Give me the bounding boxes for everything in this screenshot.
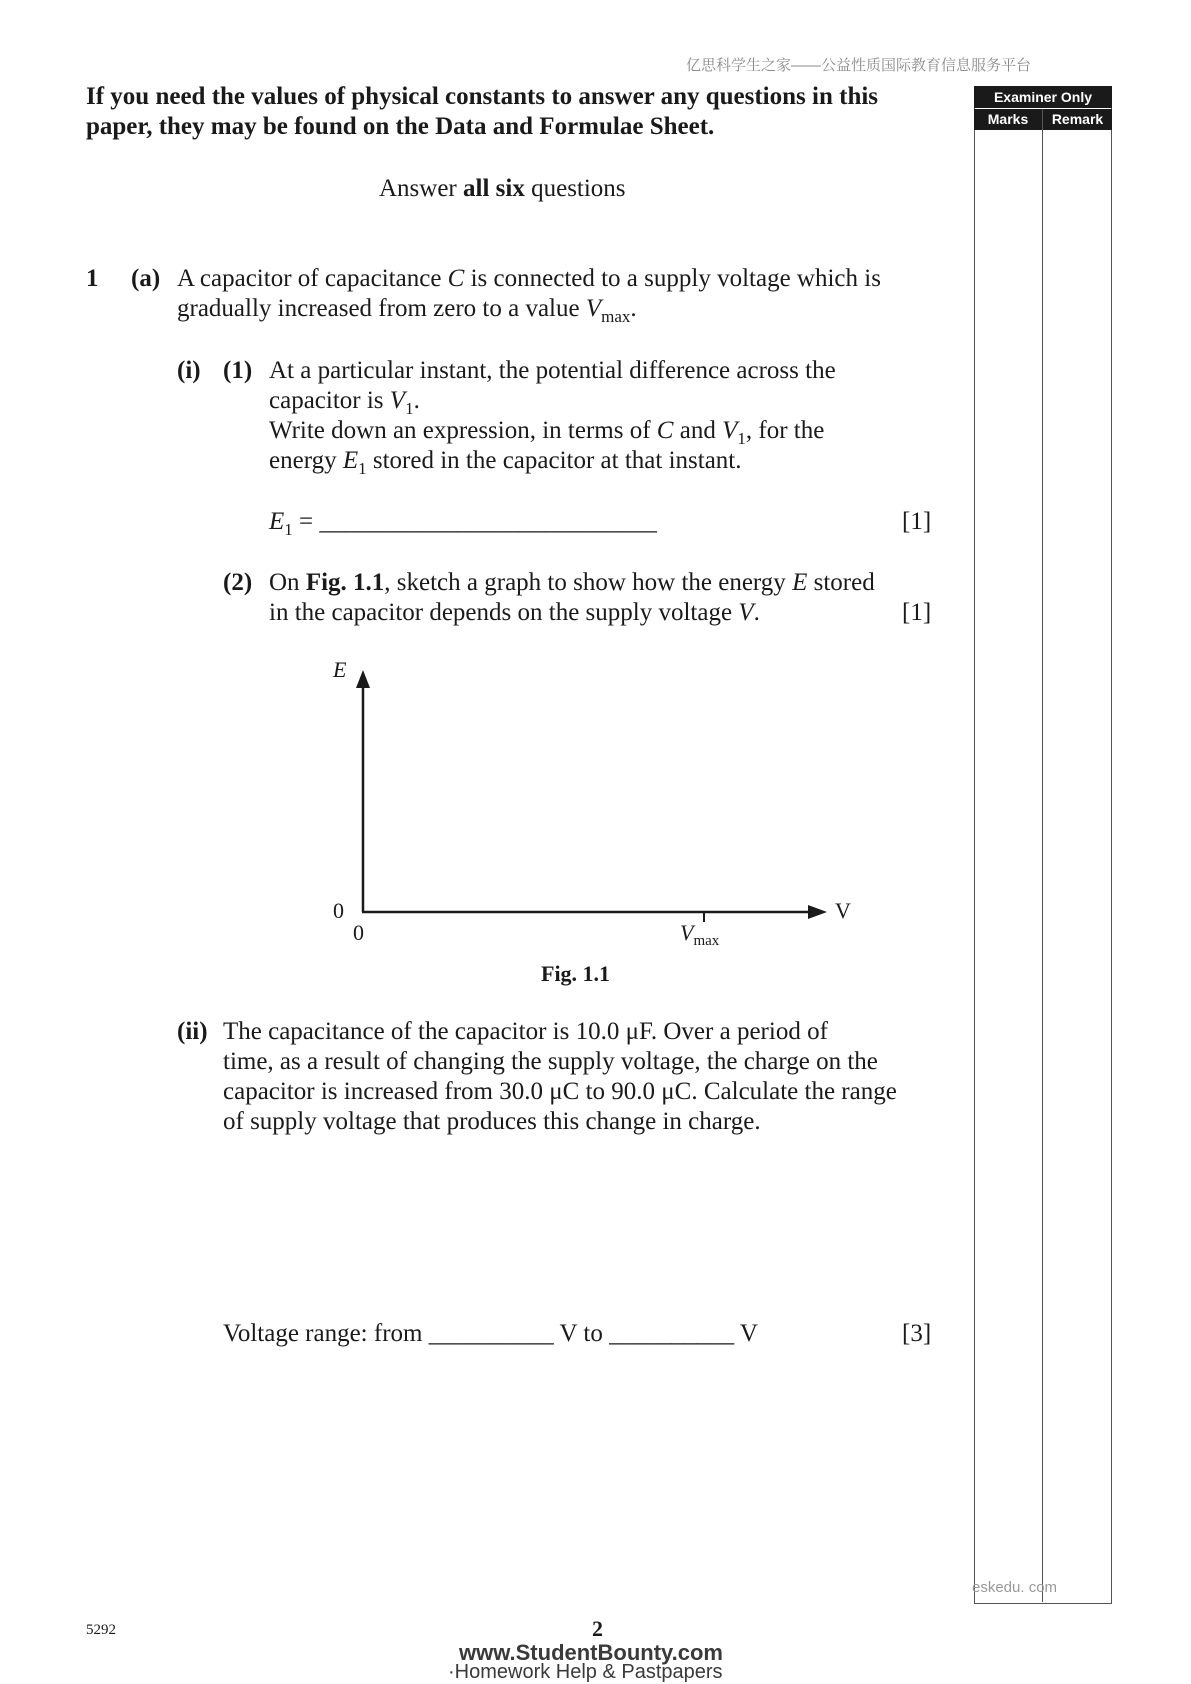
part-ii-line-4: of supply voltage that produces this change in charge. [223,1108,761,1135]
y-axis-arrow-icon [356,670,370,688]
mark-allocation-i2: [1] [902,599,932,626]
subpart-2-line-1: On Fig. 1.1, sketch a graph to show how the energy E stored [269,569,875,596]
part-ii-line-3: capacitor is increased from 30.0 μC to 90.0 μC. Calculate the range [223,1078,897,1105]
marks-header: Marks [974,109,1042,130]
subpart-1-line-3: Write down an expression, in terms of C and $V_1$, for the [269,417,825,448]
subpart-2-label: (2) [223,569,253,596]
examiner-column-divider [1042,109,1043,1602]
subpart-2-text [269,568,875,628]
y-axis-label: E [333,657,347,682]
top-watermark: 亿思科学生之家——公益性质国际教育信息服务平台 [686,57,1032,74]
part-a-label: (a) [131,265,161,292]
page-number: 2 [592,1616,603,1641]
side-watermark: eskedu. com [972,1579,1058,1596]
mark-allocation-i1: [1] [902,508,932,535]
part-ii-text [223,1017,897,1137]
intro-line-1: If you need the values of physical constants to answer any questions in this [86,83,879,110]
examiner-column [974,86,1112,1604]
subpart-1-line-2: capacitor is $V_1$. [269,387,420,418]
answer-bold: all six [463,175,525,202]
origin-y-label: 0 [333,898,344,923]
subpart-1-line-4: energy $E_1$ stored in the capacitor at that instant. [269,447,742,478]
e1-answer-line[interactable]: $E_1$ = ___________________________ [269,508,657,539]
fig-1-1-axes[interactable] [300,650,860,970]
examiner-only-header: Examiner Only [974,86,1112,108]
fig-caption: Fig. 1.1 [541,961,611,986]
x-axis-label: V [835,898,851,923]
part-a-text [177,264,881,324]
intro-line-2: paper, they may be found on the Data and Formulae Sheet. [86,113,715,140]
part-a-line-2: gradually increased from zero to a value $V_{max}$. [177,295,637,326]
remark-header: Remark [1043,109,1112,130]
subpart-1-line-1: At a particular instant, the potential difference across the [269,357,836,384]
vmax-label: $V_{max}$ [680,920,720,949]
part-ii-label: (ii) [177,1018,208,1045]
subpart-1-text [269,356,836,476]
subpart-2-line-2: in the capacitor depends on the supply voltage V. [269,599,760,626]
answer-pre: Answer [379,175,464,202]
intro-text [86,82,878,142]
voltage-range-answer-line[interactable]: Voltage range: from __________ V to __________ V [223,1320,758,1347]
footer-tagline: ·Homework Help & Pastpapers [448,1661,723,1683]
part-a-line-1: A capacitor of capacitance C is connected to a supply voltage which is [177,265,881,292]
paper-code: 5292 [86,1622,116,1638]
part-ii-line-2: time, as a result of changing the supply voltage, the charge on the [223,1048,878,1075]
answer-all-instruction [379,174,626,204]
origin-x-label: 0 [353,920,364,945]
part-i-label: (i) [177,357,201,384]
question-number: 1 [86,265,99,292]
answer-post: questions [524,175,626,202]
footer-site[interactable]: www.StudentBounty.com [459,1640,723,1665]
part-ii-line-1: The capacitance of the capacitor is 10.0 μF. Over a period of [223,1018,828,1045]
x-axis-arrow-icon [808,905,827,919]
subpart-1-label: (1) [223,357,253,384]
mark-allocation-ii: [3] [902,1320,932,1347]
